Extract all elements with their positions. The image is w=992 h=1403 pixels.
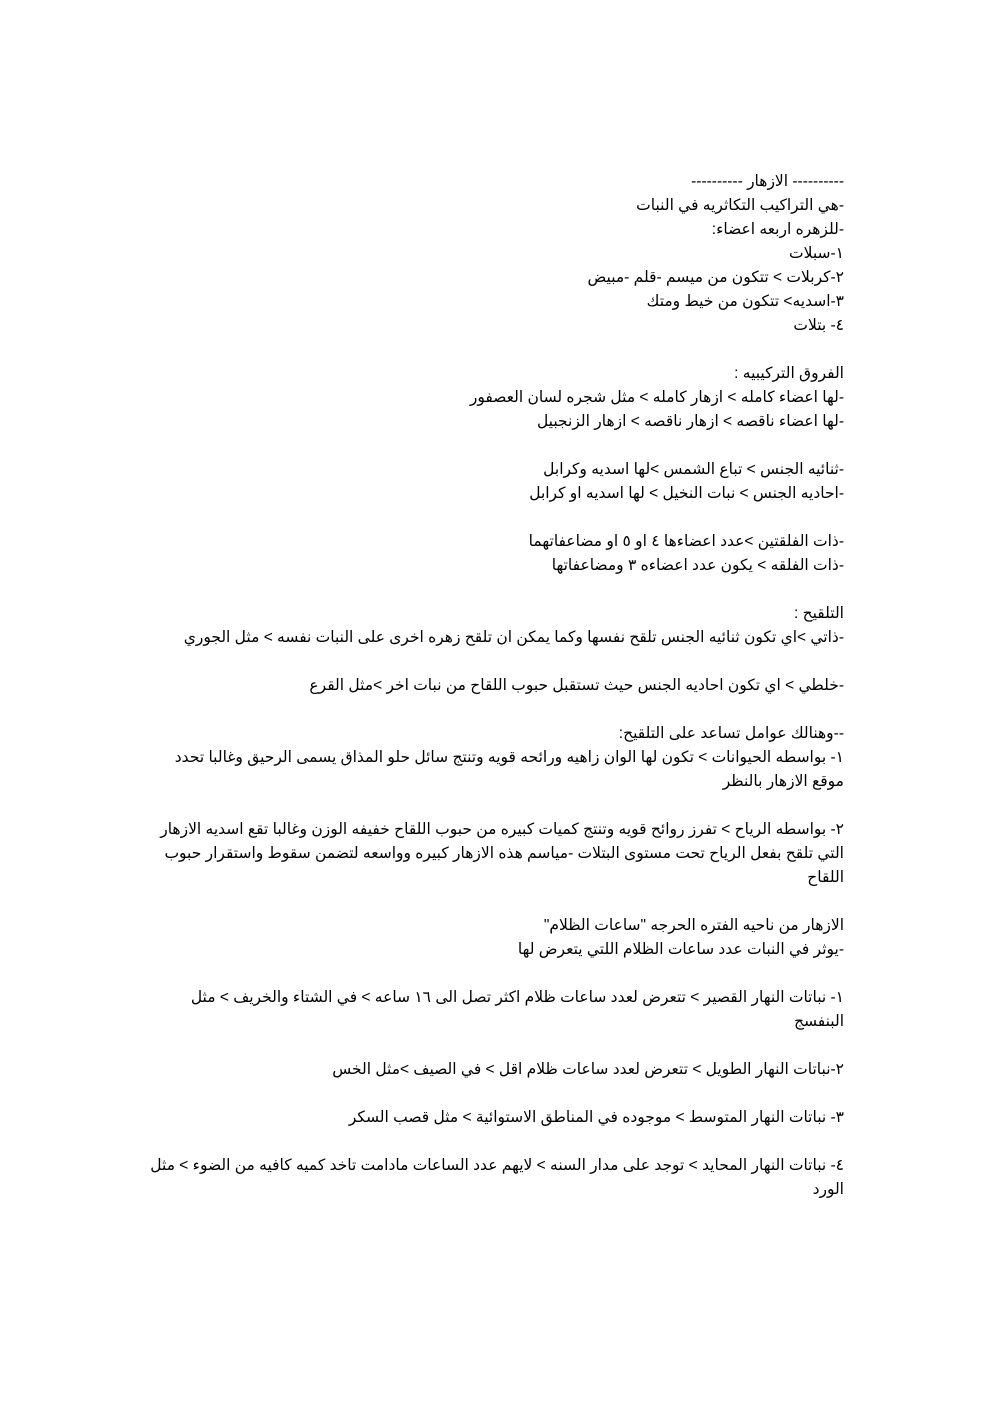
paragraph: ١- بواسطه الحيوانات > تكون لها الوان زاهيه ورائحه قويه وتنتج سائل حلو المذاق يسمى الرحيق وغالبا تحدد موقع الازهار بالنظر xyxy=(174,749,844,790)
list-item: ٢-كربلات > تتكون من ميسم -قلم -مبيض xyxy=(587,269,844,286)
spacer xyxy=(150,506,844,530)
section-title-flowers: ---------- الازهار ---------- xyxy=(691,173,844,190)
paragraph: ٢- بواسطه الرياح > تفرز روائح قويه وتنتج كميات كبيره من حبوب اللقاح خفيفه الوزن وغالبا تقع اسديه الازهار التي تلقح بفعل الرياح تحت مستوى البتلات -مياسم هذه الازهار كبيره وواسعه لتضمن سقوط واستقرار حبوب اللقاح xyxy=(160,821,844,886)
list-item: ٤- بتلات xyxy=(793,317,844,334)
text-line: -خلطي > اي تكون احاديه الجنس حيث تستقبل حبوب اللقاح من نبات اخر >مثل القرع xyxy=(309,677,844,694)
spacer xyxy=(150,1034,844,1058)
text-line: -احاديه الجنس > نبات النخيل > لها اسديه او كرابل xyxy=(529,485,844,502)
section-heading-structural-differences: الفروق التركيبيه : xyxy=(734,365,844,382)
list-item: ٣-اسديه> تتكون من خيط ومتك xyxy=(646,293,844,310)
spacer xyxy=(150,1082,844,1106)
spacer xyxy=(150,890,844,914)
paragraph: -ذاتي >اي تكون ثنائيه الجنس تلقح نفسها وكما يمكن ان تلقح زهره اخرى على النبات نفسه > مثل الجوري xyxy=(183,629,844,646)
spacer xyxy=(150,794,844,818)
text-line: -لها اعضاء كامله > ازهار كامله > مثل شجره لسان العصفور xyxy=(469,389,844,406)
text-line: -هي التراكيب التكاثريه في النبات xyxy=(636,197,844,214)
section-heading-pollination: التلقيح : xyxy=(794,605,844,622)
spacer xyxy=(150,578,844,602)
text-line: -ذات الفلقه > يكون عدد اعضاءه ٣ ومضاعفاتها xyxy=(551,557,844,574)
paragraph: ١- نباتات النهار القصير > تتعرض لعدد ساعات ظلام اكثر تصل الى ١٦ ساعه > في الشتاء والخريف > مثل البنفسج xyxy=(190,989,844,1030)
paragraph: ٤- نباتات النهار المحايد > توجد على مدار السنه > لايهم عدد الساعات مادامت تاخد كميه كافيه من الضوء > مثل الورد xyxy=(150,1157,844,1198)
spacer xyxy=(150,338,844,362)
document-body xyxy=(150,170,844,1202)
list-item: ١-سبلات xyxy=(789,245,844,262)
spacer xyxy=(150,650,844,674)
text-line: ٣- نباتات النهار المتوسط > موجوده في المناطق الاستوائية > مثل قصب السكر xyxy=(348,1109,844,1126)
section-heading-critical-period: الازهار من ناحيه الفتره الحرجه "ساعات الظلام" xyxy=(543,917,844,934)
spacer xyxy=(150,434,844,458)
text-line: -للزهره اربعه اعضاء: xyxy=(711,221,844,238)
text-line: -يوثر في النبات عدد ساعات الظلام اللتي يتعرض لها xyxy=(517,941,844,958)
text-line: -ذات الفلقتين >عدد اعضاءها ٤ او ٥ او مضاعفاتهما xyxy=(528,533,844,550)
text-line: -لها اعضاء ناقصه > ازهار ناقصه > ازهار الزنجبيل xyxy=(536,413,844,430)
section-heading-pollination-factors: --وهنالك عوامل تساعد على التلقيح: xyxy=(618,725,844,742)
text-line: -ثنائيه الجنس > تباع الشمس >لها اسديه وكرابل xyxy=(543,461,844,478)
text-line: ٢-نباتات النهار الطويل > تتعرض لعدد ساعات ظلام اقل > في الصيف >مثل الخس xyxy=(332,1061,844,1078)
spacer xyxy=(150,698,844,722)
spacer xyxy=(150,1130,844,1154)
spacer xyxy=(150,962,844,986)
